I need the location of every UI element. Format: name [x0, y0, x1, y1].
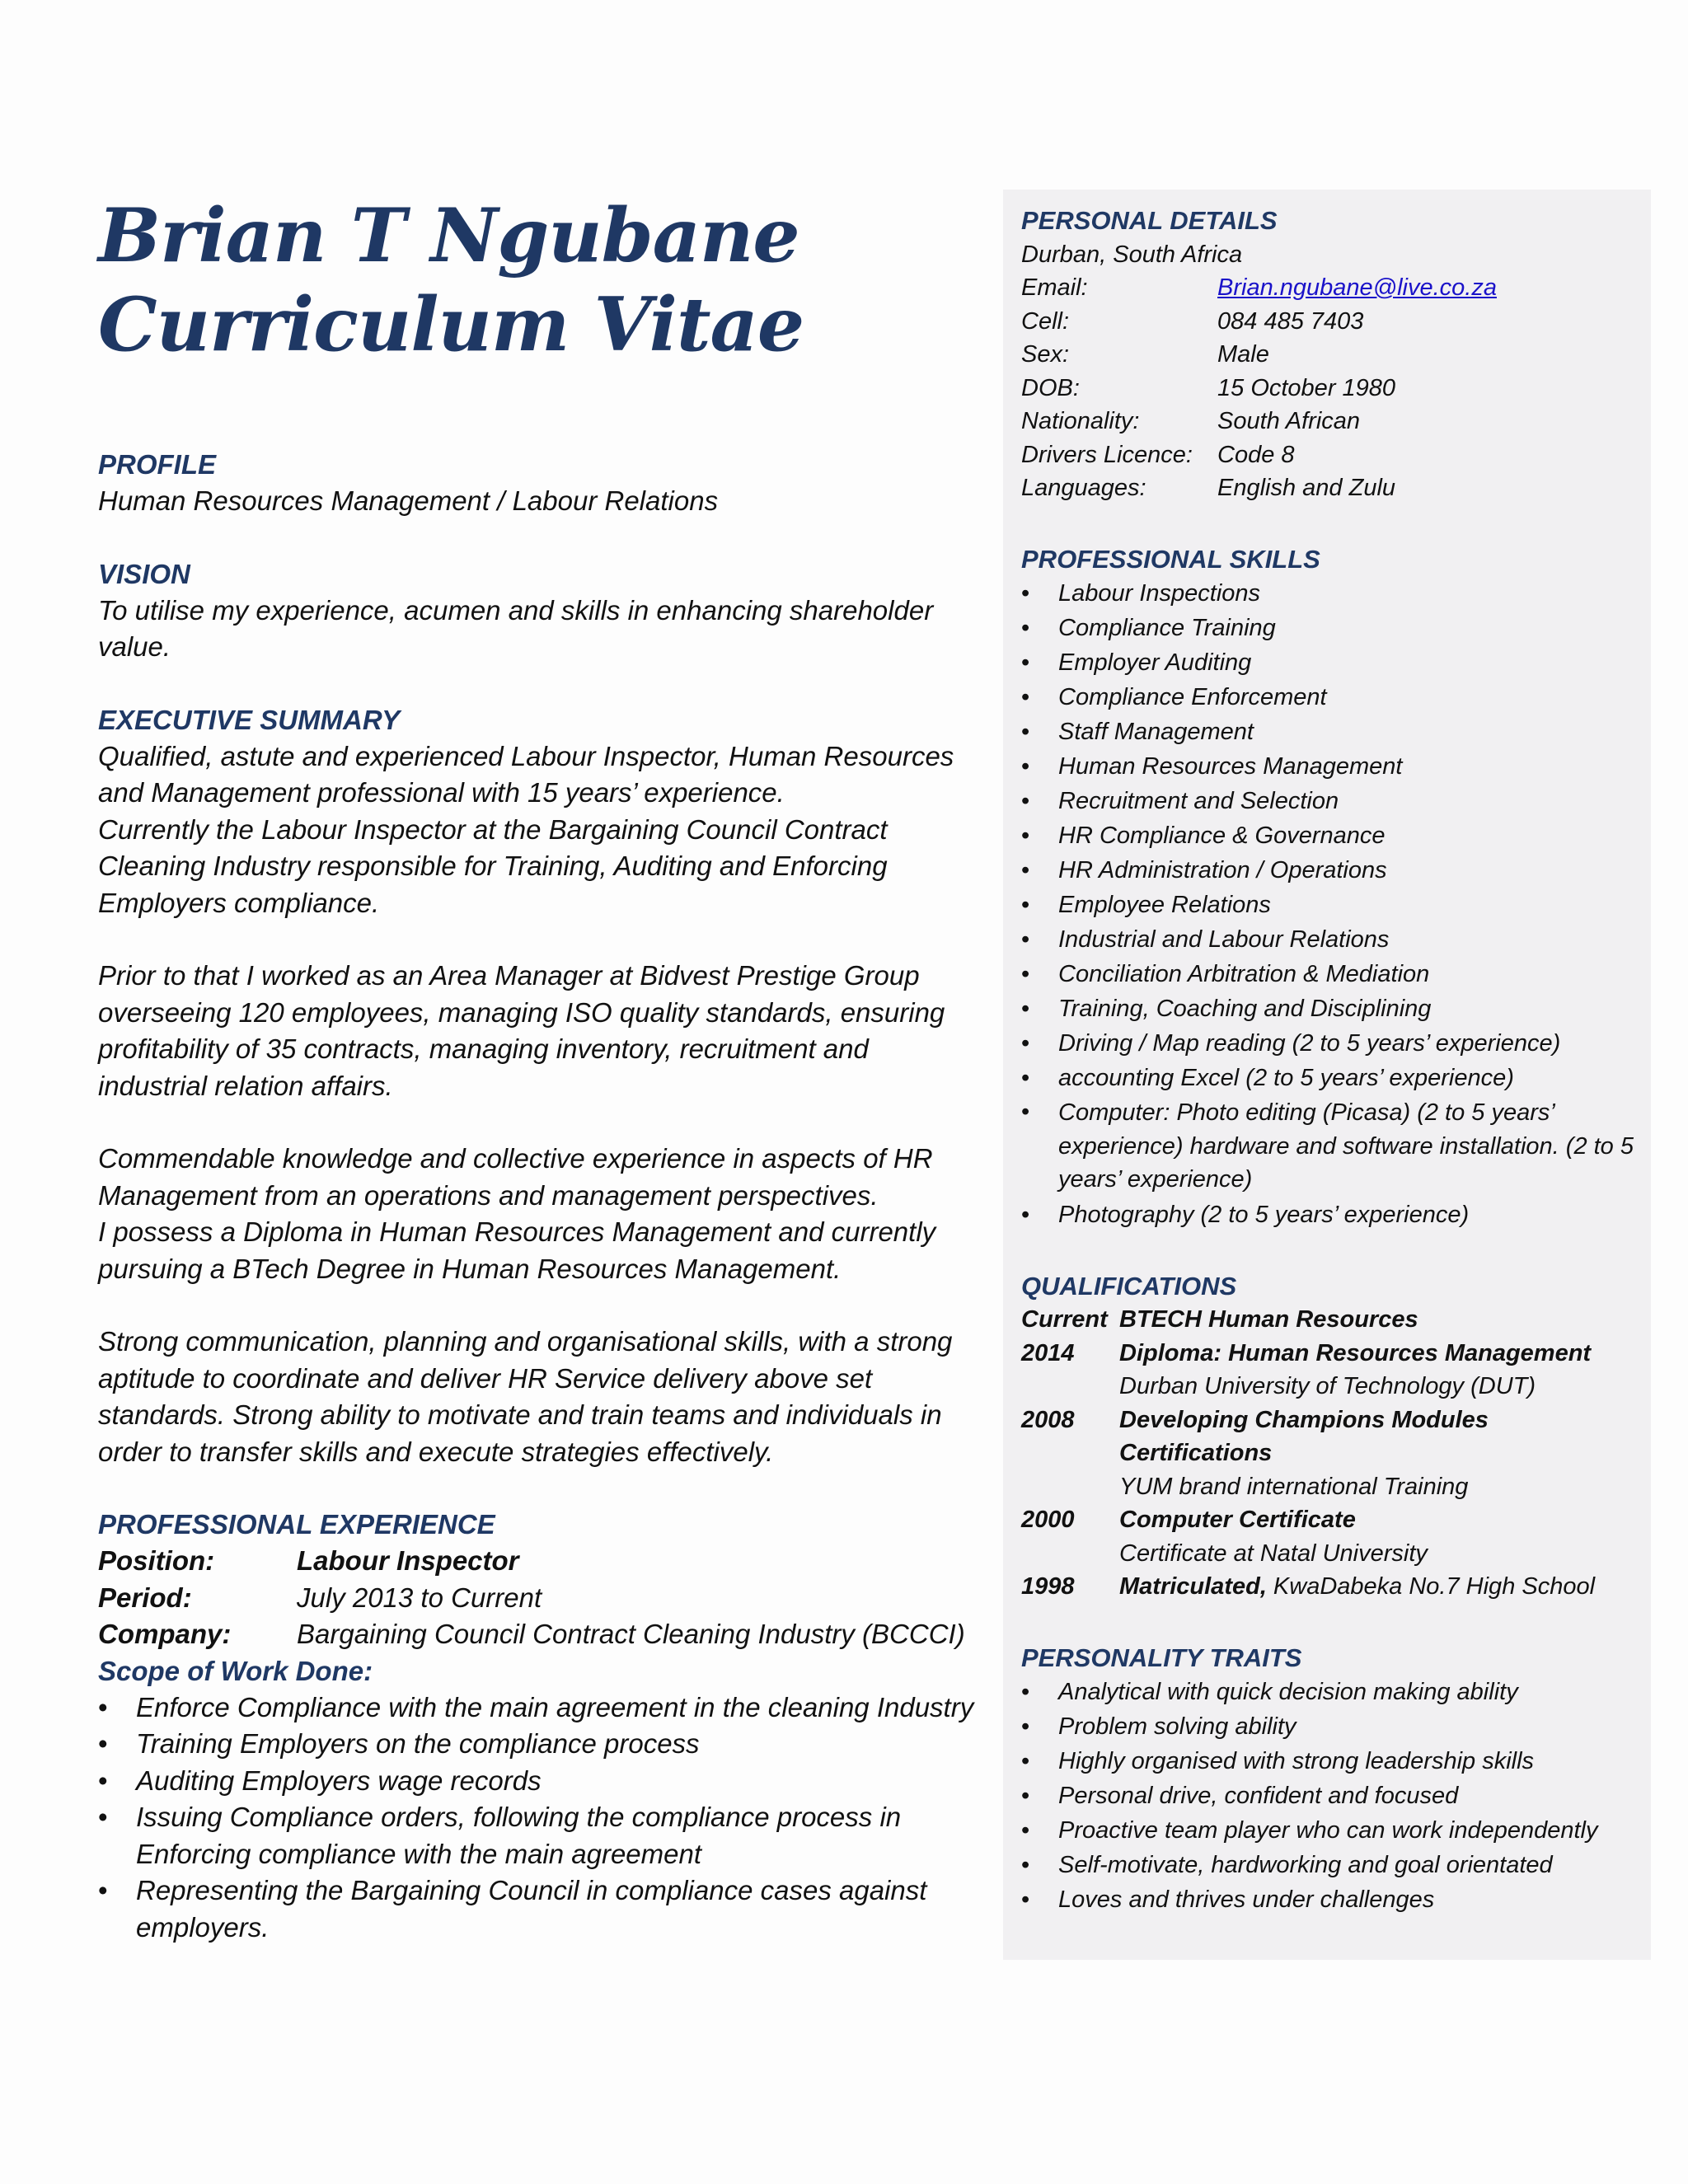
profile-text: Human Resources Management / Labour Relations [98, 485, 719, 516]
languages-row [1021, 471, 1651, 505]
traits-list [1021, 1675, 1651, 1917]
experience-section [98, 1507, 996, 1946]
summary-line: order to transfer skills and execute strategies effectively. [98, 1436, 774, 1467]
qualification-row [1021, 1470, 1651, 1504]
list-item: • Recruitment and Selection [1021, 784, 1651, 818]
list-item: • Enforce Compliance with the main agreement in the cleaning Industry [98, 1690, 996, 1727]
company-label: Company: [98, 1619, 232, 1649]
sidebar [1003, 190, 1651, 1960]
list-item: • Staff Management [1021, 715, 1651, 749]
executive-summary-section [98, 702, 996, 1471]
list-item: • Driving / Map reading (2 to 5 years’ experience) [1021, 1026, 1651, 1061]
qualifications-section [1021, 1270, 1651, 1604]
sex-label: Sex: [1021, 341, 1070, 368]
qualification-title: Diploma: Human Resources Management [1119, 1339, 1592, 1366]
list-item: • Issuing Compliance orders, following the compliance process in Enforcing compliance with the main agreement [98, 1799, 996, 1872]
qualification-detail: Durban University of Technology (DUT) [1119, 1373, 1536, 1399]
list-item: • Proactive team player who can work independently [1021, 1813, 1651, 1848]
list-item: • Representing the Bargaining Council in compliance cases against employers. [98, 1872, 996, 1946]
list-item: • Auditing Employers wage records [98, 1763, 996, 1800]
list-item: • Labour Inspections [1021, 576, 1651, 611]
summary-line: Cleaning Industry responsible for Training, Auditing and Enforcing [98, 851, 888, 881]
qualification-row [1021, 1370, 1651, 1404]
scope-list [98, 1690, 996, 1947]
list-item: • Employer Auditing [1021, 645, 1651, 680]
scope-heading: Scope of Work Done: [98, 1655, 373, 1686]
period-label: Period: [98, 1582, 192, 1613]
professional-skills-heading: PROFESSIONAL SKILLS [1021, 544, 1320, 574]
profile-heading: PROFILE [98, 449, 217, 480]
qualification-detail: Certificate at Natal University [1119, 1540, 1428, 1567]
list-item: • Computer: Photo editing (Picasa) (2 to 5 years’ experience) hardware and software installation. (2 to 5 years’ experience) [1021, 1095, 1651, 1197]
qualification-title: Certifications [1119, 1440, 1273, 1466]
list-item: • Self-motivate, hardworking and goal orientated [1021, 1848, 1651, 1882]
list-item: • Conciliation Arbitration & Mediation [1021, 957, 1651, 991]
qualification-row [1021, 1570, 1651, 1604]
summary-line: industrial relation affairs. [98, 1070, 393, 1101]
cell-value: 084 485 7403 [1217, 307, 1364, 335]
list-item: • Analytical with quick decision making ability [1021, 1675, 1651, 1709]
summary-line: and Management professional with 15 years’ experience. [98, 777, 785, 808]
qualifications-heading: QUALIFICATIONS [1021, 1271, 1237, 1301]
languages-label: Languages: [1021, 475, 1146, 501]
qualification-row [1021, 1436, 1651, 1470]
list-item: • Industrial and Labour Relations [1021, 922, 1651, 957]
email-link[interactable]: Brian.ngubane@live.co.za [1217, 274, 1497, 301]
vision-line: value. [98, 631, 171, 662]
personal-details-heading: PERSONAL DETAILS [1021, 206, 1278, 235]
licence-label: Drivers Licence: [1021, 441, 1193, 468]
qualification-title: Matriculated, [1119, 1573, 1267, 1600]
dob-label: DOB: [1021, 374, 1080, 401]
dob-row [1021, 372, 1651, 405]
list-item: • Problem solving ability [1021, 1709, 1651, 1744]
summary-line: Currently the Labour Inspector at the Bargaining Council Contract [98, 813, 888, 845]
list-item: • Employee Relations [1021, 888, 1651, 922]
qualification-title: Developing Champions Modules [1119, 1406, 1489, 1433]
summary-line: Strong communication, planning and organisational skills, with a strong [98, 1326, 953, 1357]
summary-line: overseeing 120 employees, managing ISO quality standards, ensuring [98, 996, 945, 1028]
summary-line: Management from an operations and management perspectives. [98, 1179, 879, 1211]
licence-row [1021, 438, 1651, 472]
list-item: • Photography (2 to 5 years’ experience) [1021, 1197, 1651, 1232]
position-row [98, 1543, 996, 1580]
list-item: • accounting Excel (2 to 5 years’ experience) [1021, 1061, 1651, 1095]
personal-details-section [1021, 204, 1651, 505]
summary-line: Employers compliance. [98, 887, 380, 918]
qualification-year: 1998 [1021, 1573, 1075, 1600]
email-label: Email: [1021, 274, 1088, 301]
qualification-row [1021, 1303, 1651, 1337]
qualification-detail: YUM brand international Training [1119, 1473, 1469, 1500]
summary-line: standards. Strong ability to motivate and train teams and individuals in [98, 1399, 942, 1430]
list-item: • Loves and thrives under challenges [1021, 1882, 1651, 1917]
personality-traits-section [1021, 1642, 1651, 1918]
nationality-row [1021, 405, 1651, 438]
list-item: • Highly organised with strong leadership skills [1021, 1744, 1651, 1779]
list-item: • Training Employers on the compliance process [98, 1726, 996, 1763]
list-item: • Compliance Training [1021, 611, 1651, 645]
qualification-title: BTECH Human Resources [1119, 1306, 1418, 1333]
vision-line: To utilise my experience, acumen and skills in enhancing shareholder [98, 594, 934, 626]
qualification-row [1021, 1337, 1651, 1371]
list-item: • Human Resources Management [1021, 749, 1651, 784]
personality-traits-heading: PERSONALITY TRAITS [1021, 1643, 1302, 1672]
candidate-name: Brian T Ngubane [98, 192, 799, 279]
summary-line: pursuing a BTech Degree in Human Resources Management. [98, 1253, 842, 1284]
location-text: Durban, South Africa [1021, 241, 1243, 268]
languages-value: English and Zulu [1217, 475, 1396, 501]
list-item: • HR Administration / Operations [1021, 853, 1651, 888]
executive-summary-heading: EXECUTIVE SUMMARY [98, 704, 401, 735]
summary-line: I possess a Diploma in Human Resources Management and currently [98, 1216, 936, 1247]
cell-row [1021, 305, 1651, 339]
summary-line: Qualified, astute and experienced Labour Inspector, Human Resources [98, 740, 954, 771]
list-item: • Personal drive, confident and focused [1021, 1779, 1651, 1813]
qualification-entry [1119, 1570, 1595, 1604]
position-value: Labour Inspector [297, 1545, 519, 1576]
main-column [98, 191, 996, 1946]
list-item: • HR Compliance & Governance [1021, 818, 1651, 853]
list-item: • Compliance Enforcement [1021, 680, 1651, 715]
sex-row [1021, 338, 1651, 372]
qualification-row [1021, 1503, 1651, 1537]
dob-value: 15 October 1980 [1217, 374, 1396, 401]
summary-line: Commendable knowledge and collective experience in aspects of HR [98, 1143, 933, 1174]
qualification-row [1021, 1537, 1651, 1571]
qualification-year: 2008 [1021, 1406, 1075, 1433]
nationality-label: Nationality: [1021, 408, 1140, 434]
document-title: Curriculum Vitae [98, 281, 804, 368]
sex-value: Male [1217, 341, 1269, 368]
experience-heading: PROFESSIONAL EXPERIENCE [98, 1509, 495, 1540]
professional-skills-section [1021, 543, 1651, 1232]
email-row [1021, 271, 1651, 305]
vision-section [98, 556, 996, 666]
skills-list [1021, 576, 1651, 1232]
position-label: Position: [98, 1545, 215, 1576]
cell-label: Cell: [1021, 307, 1070, 335]
summary-line: Prior to that I worked as an Area Manager at Bidvest Prestige Group [98, 960, 920, 991]
company-row [98, 1616, 996, 1653]
company-value: Bargaining Council Contract Cleaning Industry (BCCCI) [297, 1619, 965, 1649]
period-value: July 2013 to Current [297, 1582, 542, 1613]
qualification-detail: KwaDabeka No.7 High School [1266, 1573, 1596, 1600]
profile-section [98, 447, 996, 520]
period-row [98, 1580, 996, 1617]
qualification-year: Current [1021, 1306, 1108, 1333]
nationality-value: South African [1217, 408, 1361, 434]
qualification-year: 2014 [1021, 1339, 1075, 1366]
summary-line: profitability of 35 contracts, managing inventory, recruitment and [98, 1033, 869, 1064]
summary-line: aptitude to coordinate and deliver HR Service delivery above set [98, 1362, 873, 1394]
licence-value: Code 8 [1217, 441, 1295, 468]
list-item: • Training, Coaching and Disciplining [1021, 991, 1651, 1026]
qualification-title: Computer Certificate [1119, 1507, 1356, 1533]
vision-heading: VISION [98, 558, 190, 589]
qualification-row [1021, 1404, 1651, 1437]
name-heading [98, 191, 996, 369]
qualification-year: 2000 [1021, 1507, 1075, 1533]
